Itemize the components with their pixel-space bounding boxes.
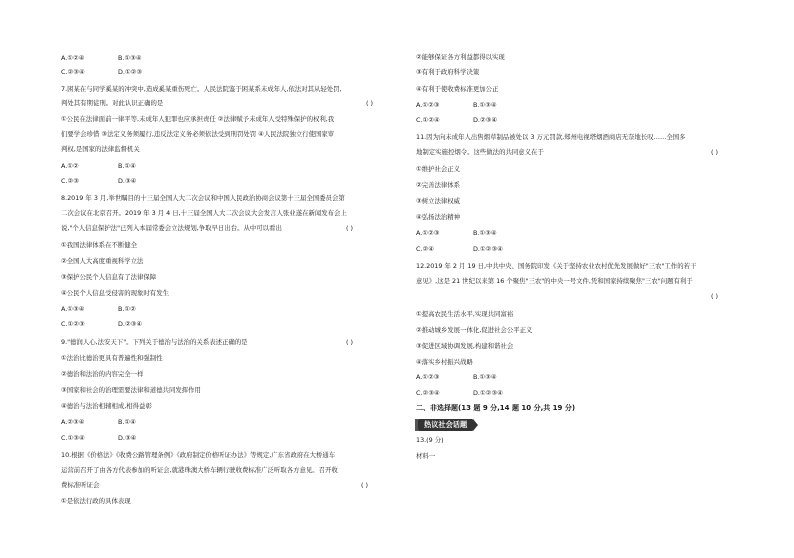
q12-stem-line-2: 意见》,这是 21 世纪以来第 16 个聚焦"三农"的中央一号文件,凭和国家持续聚焦"三农"问题有利于 (416, 277, 693, 285)
q10-option-b: B.①③④ (473, 101, 497, 109)
q10-item-4: ④有利于使收费标准更加公正 (416, 85, 499, 93)
q13-label: 13.(9 分) (416, 436, 444, 444)
q10-stem-line-3: 费标准听证会 (61, 481, 100, 489)
q10-option-c: C.①②④ (416, 116, 440, 124)
q8-item-4: ④公民个人信息受侵害的现象时有发生 (61, 289, 169, 297)
q7-item-line-3: 判权,是国家的法律监督机关 (61, 145, 140, 153)
q6-option-c: C.②③④ (61, 68, 85, 76)
q10-item-2: ②能够保证各方利益都得以实现 (416, 53, 505, 61)
q7-option-b: B.①④ (118, 162, 136, 170)
q9-stem: 9."德润人心,法安天下"。下列关于德治与法治的关系表述正确的是 (61, 338, 248, 346)
q7-item-line-2: 们要学会珍惜 ③法定义务须履行,违反法定义务必须依法受到刑罚处罚 ④人民法院独立行使国家审 (61, 130, 335, 138)
q8-option-d: D.②③④ (118, 320, 143, 328)
q8-item-2: ②全国人大高度重视科学立法 (61, 257, 144, 265)
q7-stem-line-2: 判处其有期徒刑。对此认识正确的是 (61, 99, 164, 107)
q12-item-4: ④落实乡村振兴战略 (416, 358, 473, 366)
q9-item-2: ②德治和法治的内容完全一样 (61, 370, 144, 378)
q6-option-b: B.①③④ (118, 54, 142, 62)
q10-option-d: D.②③④ (473, 116, 498, 124)
q12-item-1: ①提高农民生活水平,实现共同富裕 (416, 310, 514, 318)
q9-item-4: ④德治与法治相辅相成,相得益彰 (61, 402, 152, 410)
q12-option-d: D.①②③④ (473, 389, 503, 397)
q7-option-d: D.③④ (118, 177, 137, 185)
q9-answer-paren: ( ) (346, 338, 354, 346)
q10-stem-line-2: 运营前召开了由各方代表参加的听证会,就港珠澳大桥车辆行驶收费标准广泛听取各方意见。召开收 (61, 466, 338, 474)
q9-option-d: D.③④ (118, 434, 137, 442)
q9-option-a: A.②③④ (61, 418, 85, 426)
q8-option-c: C.①②③ (61, 320, 85, 328)
q12-answer-paren: ( ) (711, 292, 719, 300)
q8-stem-line-3: 说,"个人信息保护法"已列入本届常委会立法规划,争取早日出台。从中可以看出 (61, 224, 282, 232)
q11-item-3: ③树立法律权威 (416, 197, 461, 205)
q8-stem-line-2: 二次会议在北京召开。2019 年 3 月 4 日,十三届全国人大二次会议大会发言人张业遂在新闻发布会上 (61, 209, 347, 217)
q11-stem-line-2: 地制定实施控烟令。这些做法的共同意义在于 (416, 148, 544, 156)
q11-answer-paren: ( ) (711, 148, 719, 156)
q10-option-a: A.①②③ (416, 101, 440, 109)
q10-stem-line-1: 10.根据《价格法》《收费公路管理条例》《政府制定价格听证办法》等规定,广东省政府在大桥通车 (61, 451, 336, 459)
q10-item-1: ①是依法行政的具体表现 (61, 497, 131, 505)
q8-stem-line-1: 8.2019 年 3 月,举世瞩目的十三届全国人大二次会议和中国人民政治协商会议第十三届全国委员会第 (61, 194, 345, 202)
q11-item-4: ④弘扬法治精神 (416, 213, 461, 221)
q7-option-a: A.①② (61, 162, 79, 170)
q9-item-1: ①法治比德治更具有普遍性和强制性 (61, 354, 163, 362)
q12-option-b: B.①③④ (473, 373, 497, 381)
q8-item-3: ③保护公民个人信息有了法律保障 (61, 273, 157, 281)
q9-item-3: ③国家和社会的治理需要法律和道德共同发挥作用 (61, 386, 201, 394)
q11-item-2: ②完善法律体系 (416, 181, 461, 189)
material-one-label: 材料一 (416, 452, 436, 460)
q9-option-b: B.①④ (118, 418, 136, 426)
q8-option-b: B.①② (118, 305, 136, 313)
section-heading-non-choice: 二、非选择题(13 题 9 分,14 题 10 分,共 19 分) (416, 404, 576, 412)
q11-option-b: B.①③④ (473, 229, 497, 237)
q11-option-a: A.①②③ (416, 229, 440, 237)
q9-option-c: C.①③④ (61, 434, 85, 442)
q10-item-3: ③有利于政府科学决策 (416, 68, 480, 76)
q12-stem-line-1: 12.2019 年 2 月 19 日,中共中央、国务院印发《关于坚持农业农村优先发展做好"三农"工作的若干 (416, 262, 697, 270)
topic-banner: 热议社会话题 (418, 419, 473, 431)
q11-option-d: D.①②③④ (473, 245, 503, 253)
q8-option-a: A.①③④ (61, 305, 85, 313)
q11-option-c: C.②④ (416, 245, 434, 253)
q6-option-a: A.①②④ (61, 54, 85, 62)
q12-option-a: A.①②③ (416, 373, 440, 381)
q7-item-line-1: ①公民在法律面前一律平等,未成年人犯罪也应承担责任 ②法律赋予未成年人受特殊保护的权利,我 (61, 115, 335, 123)
q8-item-1: ①我国法律体系在不断健全 (61, 241, 138, 249)
q8-answer-paren: ( ) (346, 224, 354, 232)
q7-stem-line-1: 7.困某在与同学奚某的冲突中,造成奚某重伤死亡。人民法院鉴于困某系未成年人,依法对其从轻处罚, (61, 85, 342, 93)
q12-option-c: C.②③④ (416, 389, 440, 397)
q12-item-3: ③促进区域协调发展,构建和谐社会 (416, 342, 514, 350)
q12-item-2: ②推动城乡发展一体化,促进社会公平正义 (416, 326, 533, 334)
q6-option-d: D.①②③ (118, 68, 143, 76)
q11-stem-line-1: 11.因为向未成年人出售烟草制品被处以 3 万元罚款,郑州电视塔烟酒商店无奈地长叹……全国多 (416, 133, 686, 141)
q7-answer-paren: ( ) (366, 99, 374, 107)
q10-answer-paren: ( ) (361, 481, 369, 489)
q7-option-c: C.②③ (61, 177, 79, 185)
q11-item-1: ①维护社会正义 (416, 165, 461, 173)
